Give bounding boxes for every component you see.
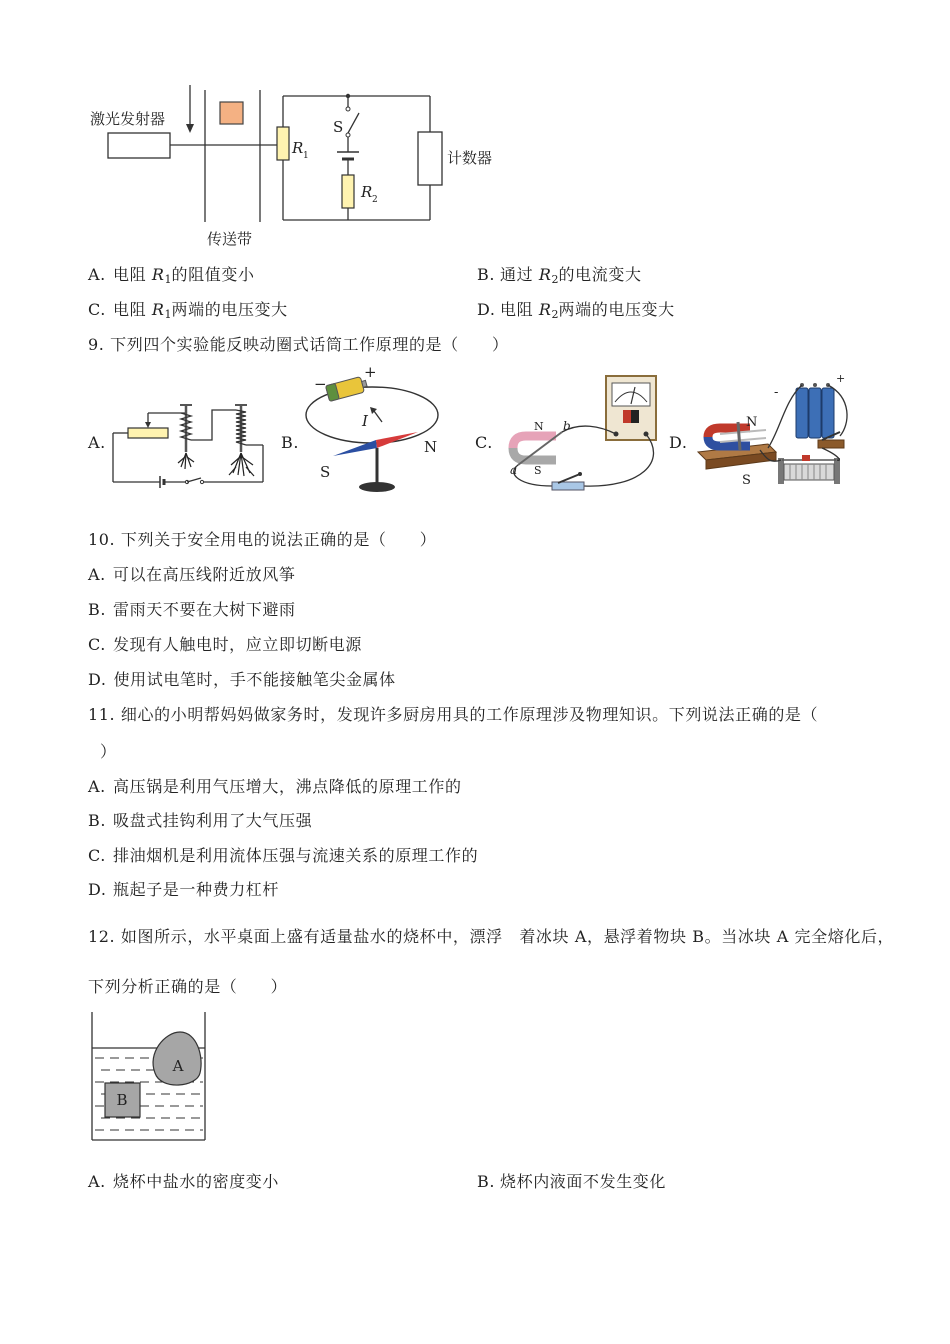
q12-option-b: B. 烧杯内液面不发生变化 xyxy=(477,1172,667,1191)
counter-label: 计数器 xyxy=(447,149,493,167)
q9-figure-c-induction xyxy=(500,370,665,500)
compass-base xyxy=(359,482,395,492)
conveyor-item-block xyxy=(220,102,243,124)
laser-emitter-box xyxy=(108,133,170,158)
metal-rail-2 xyxy=(720,438,766,442)
q12-option-a: A. 烧杯中盐水的密度变小 xyxy=(88,1172,280,1191)
electromagnet-2 xyxy=(235,405,247,452)
r1-subscript: 1 xyxy=(303,151,309,161)
arrow-head xyxy=(186,124,194,133)
option-text: 电阻 $R_2$两端的电压变大 xyxy=(500,300,675,321)
current-label: I xyxy=(362,412,368,430)
conveyor-belt-label: 传送带 xyxy=(207,230,253,248)
r2-subscript: 2 xyxy=(372,195,378,205)
current-arrow xyxy=(374,411,382,422)
block-b-label: B xyxy=(116,1091,128,1109)
q11-stem-line-2: ） xyxy=(100,742,117,761)
q8-option-d xyxy=(477,300,857,320)
q8-option-b xyxy=(477,265,857,285)
q9-figure-a-electromagnets xyxy=(105,395,275,492)
q11-option-d: D. 瓶起子是一种费力杠杆 xyxy=(88,880,280,899)
q11-stem-line-1: 11. 细心的小明帮妈妈做家务时，发现许多厨房用具的工作原理涉及物理知识。下列说法正确的是（ xyxy=(88,705,819,724)
compass-needle-north-half xyxy=(376,432,418,448)
north-label: N xyxy=(534,420,544,433)
option-text: 通过 $R_2$的电流变大 xyxy=(500,265,642,286)
wire-galvanometer-to-switch xyxy=(584,434,654,486)
q9-option-b-letter: B. xyxy=(281,433,300,452)
battery-cell xyxy=(326,376,369,402)
q9-option-a-letter: A. xyxy=(88,433,106,452)
south-label: S xyxy=(320,463,331,481)
rheostat xyxy=(128,428,168,438)
battery-symbol xyxy=(160,476,164,488)
wire-switch-to-a xyxy=(514,465,552,486)
rheostat xyxy=(778,455,840,484)
end-b-label: b xyxy=(563,419,571,433)
q12-stem-line-1: 12. 如图所示，水平桌面上盛有适量盐水的烧杯中，漂浮 着冰块 A，悬浮着物块 B。当冰块 A 完全熔化后， xyxy=(88,927,895,946)
resistor-r2 xyxy=(342,175,354,208)
battery-plus-label: + xyxy=(836,372,846,385)
option-letter: A. xyxy=(88,265,106,284)
r2-label: R xyxy=(361,183,373,201)
resistor-r1 xyxy=(277,127,289,160)
q12-stem-line-2: 下列分析正确的是（ ） xyxy=(88,977,288,996)
end-a-label: a xyxy=(510,463,518,477)
electromagnet-1 xyxy=(180,405,192,452)
q9-stem: 9. 下列四个实验能反映动圈式话筒工作原理的是（ ） xyxy=(88,335,509,354)
q10-stem: 10. 下列关于安全用电的说法正确的是（ ） xyxy=(88,530,437,549)
q10-option-d: D. 使用试电笔时，手不能接触笔尖金属体 xyxy=(88,670,396,689)
q9-figure-d-motor-principle xyxy=(690,372,858,496)
q8-option-c xyxy=(88,300,468,320)
galvanometer xyxy=(606,376,656,440)
counter-box xyxy=(418,132,442,185)
laser-emitter-label: 激光发射器 xyxy=(90,110,166,128)
battery-pack xyxy=(796,383,834,438)
r1-label: R xyxy=(292,139,304,157)
junction-dot xyxy=(346,94,350,98)
option-text: 电阻 $R_1$的阻值变小 xyxy=(113,265,255,286)
switch-s xyxy=(346,107,359,137)
option-letter: B. xyxy=(477,265,496,284)
north-label: N xyxy=(746,415,758,430)
south-label: S xyxy=(742,473,751,488)
option-text: 电阻 $R_1$两端的电压变大 xyxy=(113,300,288,321)
block-a-label: A xyxy=(172,1057,184,1075)
north-label: N xyxy=(424,438,438,456)
q8-option-a xyxy=(88,265,468,285)
q9-option-c-letter: C. xyxy=(475,433,493,452)
wire-loop xyxy=(306,387,438,443)
battery-minus-label: - xyxy=(774,385,779,400)
q10-option-a: A. 可以在高压线附近放风筝 xyxy=(88,565,296,584)
q10-option-c: C. 发现有人触电时，应立即切断电源 xyxy=(88,635,362,654)
conductor-rod xyxy=(738,422,740,450)
horseshoe-magnet-south-arm xyxy=(513,448,556,460)
option-letter: D. xyxy=(477,300,496,319)
q11-option-c: C. 排油烟机是利用流体压强与流速关系的原理工作的 xyxy=(88,846,479,865)
switch xyxy=(552,472,584,490)
battery-plus-label: + xyxy=(364,363,377,381)
attracted-pins-1 xyxy=(178,453,194,469)
q11-option-a: A. 高压锅是利用气压增大，沸点降低的原理工作的 xyxy=(88,777,462,796)
switch-label: S xyxy=(333,118,344,136)
q9-figure-b-oersted xyxy=(300,362,445,497)
q10-option-b: B. 雷雨天不要在大树下避雨 xyxy=(88,600,296,619)
battery-symbol xyxy=(337,152,359,159)
q9-option-d-letter: D. xyxy=(669,433,688,452)
slider-arrow-head xyxy=(145,422,151,428)
option-letter: C. xyxy=(88,300,106,319)
q11-option-b: B. 吸盘式挂钩利用了大气压强 xyxy=(88,811,313,830)
battery-minus-label: − xyxy=(314,375,327,393)
attracted-pins-2 xyxy=(229,453,254,476)
q8-circuit-figure xyxy=(85,80,505,255)
q12-beaker-figure xyxy=(85,1005,215,1147)
switch xyxy=(185,478,203,484)
south-label: S xyxy=(534,464,542,477)
